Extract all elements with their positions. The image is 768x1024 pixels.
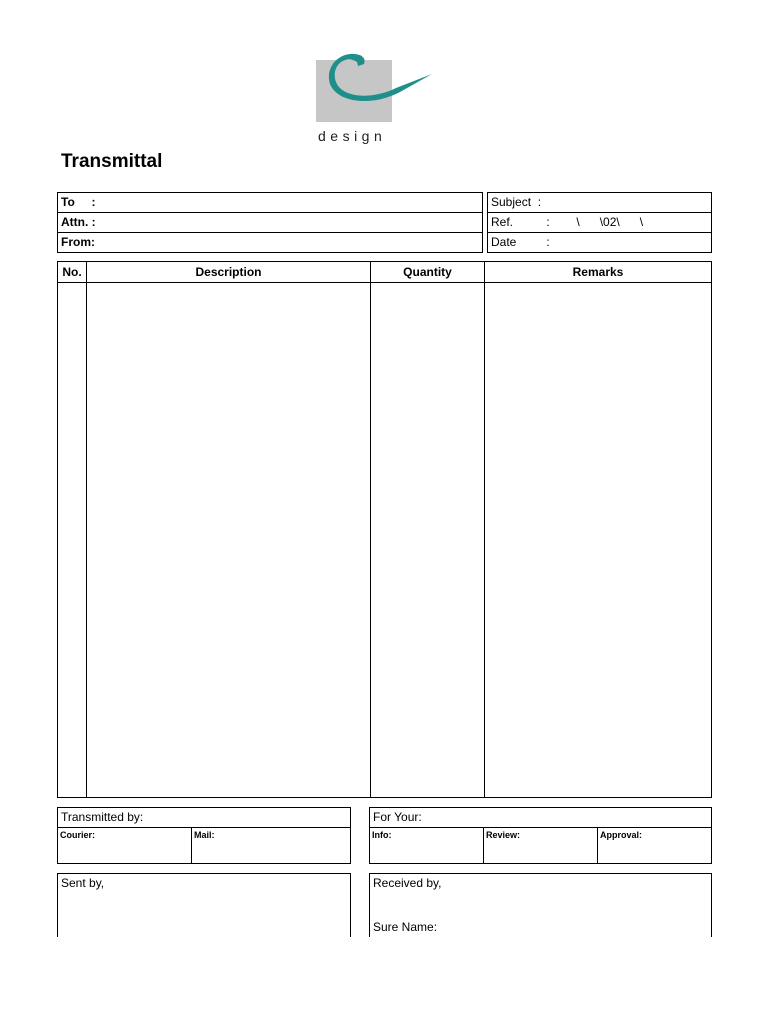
logo-text: design — [318, 128, 387, 144]
mail-option[interactable]: Mail: — [194, 830, 215, 840]
column-remarks[interactable] — [485, 282, 711, 797]
transmitted-by-box — [57, 807, 351, 864]
header-remarks: Remarks — [572, 265, 624, 279]
ref-field[interactable]: Ref. : \ \02\ \ — [488, 213, 711, 233]
for-your-box — [369, 807, 712, 864]
header-quantity: Quantity — [371, 262, 485, 282]
meta-box — [487, 192, 712, 253]
header-no: No. — [58, 262, 87, 282]
approval-option[interactable]: Approval: — [600, 830, 643, 840]
info-option[interactable]: Info: — [370, 828, 484, 863]
subject-field[interactable]: Subject : — [488, 193, 711, 213]
column-quantity[interactable] — [371, 282, 485, 797]
table-header — [58, 262, 711, 283]
logo-c-swoosh-icon — [316, 44, 440, 110]
column-no[interactable] — [58, 282, 87, 797]
courier-option[interactable]: Courier: — [58, 828, 192, 863]
page-title: Transmittal — [61, 151, 163, 172]
sent-by-label: Sent by, — [61, 876, 105, 890]
sure-name-label: Sure Name: — [373, 920, 438, 934]
recipient-box — [57, 192, 483, 253]
column-description[interactable] — [87, 282, 371, 797]
review-option[interactable]: Review: — [484, 828, 598, 863]
to-field[interactable]: To : — [58, 193, 482, 213]
items-table — [57, 261, 712, 798]
sent-by-box[interactable] — [57, 873, 351, 937]
date-field[interactable]: Date : — [491, 235, 550, 249]
from-field[interactable]: From: — [61, 235, 95, 249]
received-by-label: Received by, — [373, 876, 442, 890]
attn-field[interactable]: Attn. : — [58, 213, 482, 233]
header-description: Description — [87, 262, 371, 282]
transmitted-by-label: Transmitted by: — [58, 808, 350, 828]
for-your-label: For Your: — [370, 808, 711, 828]
received-by-box[interactable] — [369, 873, 712, 937]
